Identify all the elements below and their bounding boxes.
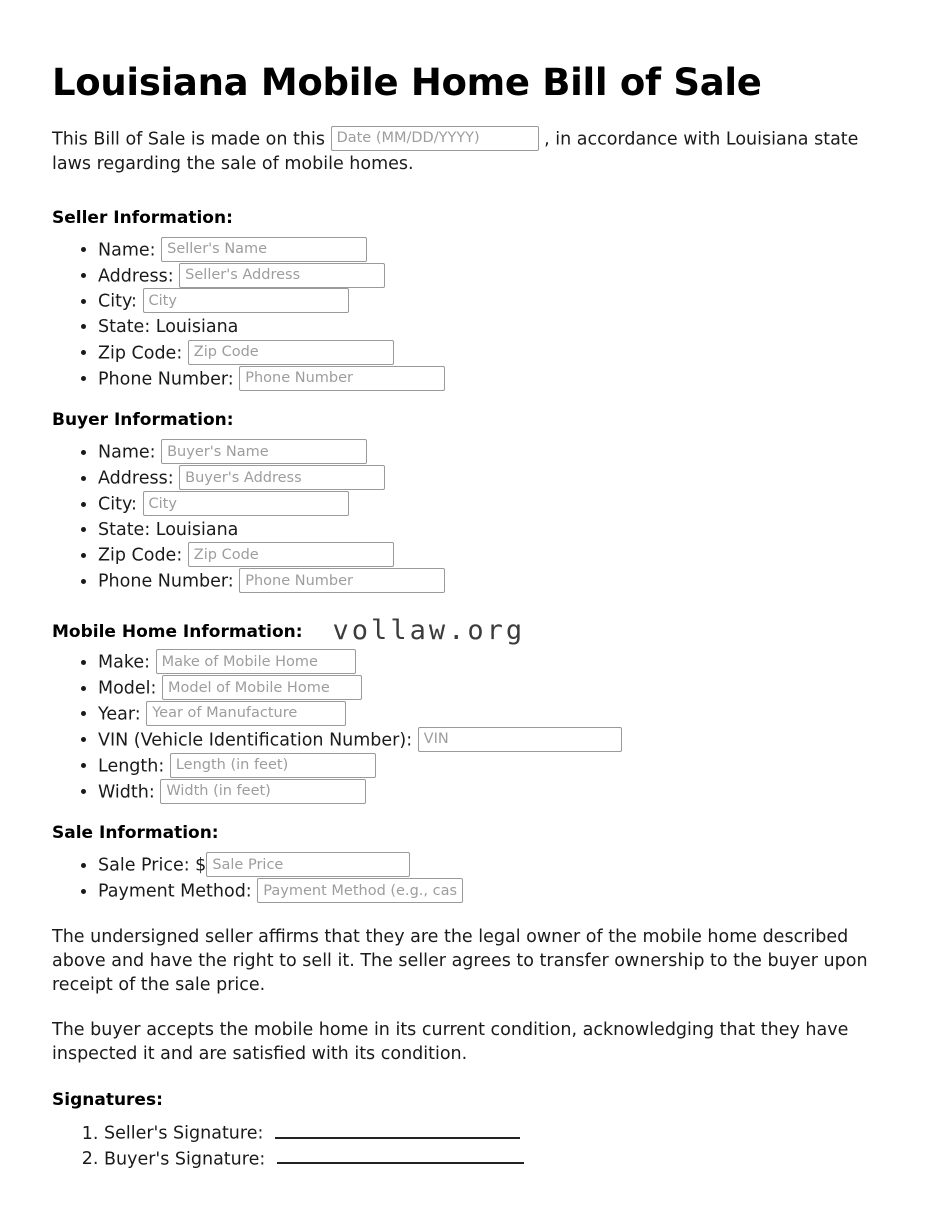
buyer-phone-label: Phone Number: — [98, 571, 234, 592]
sale-section-heading: Sale Information: — [52, 823, 219, 844]
seller-name-input[interactable] — [161, 237, 367, 262]
seller-zip-input[interactable] — [188, 340, 394, 365]
model-label: Model: — [98, 678, 157, 699]
seller-address-label: Address: — [98, 266, 174, 287]
make-label: Make: — [98, 652, 150, 673]
seller-affirmation-paragraph: The undersigned seller affirms that they are the legal owner of the mobile home described above and have the right to sell it. The seller agrees to transfer ownership to the buyer upon receipt of the sale price. — [52, 927, 868, 996]
sale-price-input[interactable] — [206, 852, 410, 877]
payment-method-row — [98, 879, 878, 905]
make-input[interactable] — [156, 649, 356, 674]
width-row — [98, 780, 878, 806]
seller-state-row — [98, 315, 878, 340]
seller-address-input[interactable] — [179, 263, 385, 288]
buyer-phone-input[interactable] — [239, 568, 445, 593]
make-row — [98, 650, 878, 676]
year-input[interactable] — [146, 701, 346, 726]
seller-phone-row — [98, 367, 878, 393]
buyer-city-row — [98, 492, 878, 518]
vin-row — [98, 728, 878, 754]
seller-fields-list — [52, 238, 878, 393]
page-title: Louisiana Mobile Home Bill of Sale — [52, 61, 762, 104]
width-label: Width: — [98, 782, 155, 803]
length-input[interactable] — [170, 753, 376, 778]
buyer-signature-row — [104, 1146, 878, 1172]
sale-fields-list — [52, 853, 878, 905]
intro-text-before: This Bill of Sale is made on this — [52, 129, 325, 150]
buyer-fields-list — [52, 440, 878, 595]
width-input[interactable] — [160, 779, 366, 804]
sale-price-row — [98, 853, 878, 879]
date-input[interactable] — [331, 126, 539, 151]
buyer-zip-label: Zip Code: — [98, 545, 183, 566]
model-input[interactable] — [162, 675, 362, 700]
affirmation-paragraphs — [52, 925, 878, 1066]
buyer-state-row — [98, 518, 878, 543]
vin-label: VIN (Vehicle Identification Number): — [98, 730, 413, 751]
seller-address-row — [98, 264, 878, 290]
buyer-address-row — [98, 466, 878, 492]
seller-name-row — [98, 238, 878, 264]
buyer-signature-label: Buyer's Signature: — [104, 1149, 266, 1170]
seller-phone-label: Phone Number: — [98, 369, 234, 390]
watermark-vollaw: vollaw.org — [332, 615, 526, 647]
signatures-section-heading: Signatures: — [52, 1089, 163, 1110]
buyer-signature-line[interactable] — [277, 1146, 524, 1165]
buyer-address-input[interactable] — [179, 465, 385, 490]
mobile-home-section-heading: Mobile Home Information: — [52, 622, 303, 643]
vin-input[interactable] — [418, 727, 622, 752]
seller-state-value: State: Louisiana — [98, 317, 239, 338]
buyer-name-input[interactable] — [161, 439, 367, 464]
year-row — [98, 702, 878, 728]
buyer-zip-input[interactable] — [188, 542, 394, 567]
model-row — [98, 676, 878, 702]
seller-city-row — [98, 289, 878, 315]
intro-text-after: , in accordance with Louisiana state laws regarding the sale of mobile homes. — [52, 129, 859, 174]
mobile-home-heading-row — [52, 615, 878, 647]
buyer-name-label: Name: — [98, 442, 156, 463]
payment-method-label: Payment Method: — [98, 881, 252, 902]
seller-city-input[interactable] — [143, 288, 349, 313]
seller-name-label: Name: — [98, 240, 156, 261]
seller-zip-label: Zip Code: — [98, 343, 183, 364]
mobile-home-fields-list — [52, 650, 878, 805]
buyer-acceptance-paragraph: The buyer accepts the mobile home in its current condition, acknowledging that they have inspected it and are satisfied with its condition. — [52, 1019, 849, 1064]
payment-method-input[interactable] — [257, 878, 463, 903]
sale-price-label: Sale Price: $ — [98, 855, 207, 876]
seller-phone-input[interactable] — [239, 366, 445, 391]
buyer-section-heading: Buyer Information: — [52, 410, 234, 431]
seller-signature-line[interactable] — [275, 1120, 520, 1139]
buyer-city-input[interactable] — [143, 491, 349, 516]
seller-signature-row — [104, 1120, 878, 1146]
seller-zip-row — [98, 341, 878, 367]
intro-paragraph — [52, 127, 878, 176]
seller-city-label: City: — [98, 291, 137, 312]
buyer-city-label: City: — [98, 494, 137, 515]
year-label: Year: — [98, 704, 141, 725]
buyer-state-value: State: Louisiana — [98, 520, 239, 541]
seller-section-heading: Seller Information: — [52, 207, 233, 228]
length-label: Length: — [98, 756, 165, 777]
seller-signature-label: Seller's Signature: — [104, 1123, 264, 1144]
buyer-zip-row — [98, 543, 878, 569]
signatures-list — [52, 1120, 878, 1171]
buyer-address-label: Address: — [98, 468, 174, 489]
length-row — [98, 754, 878, 780]
buyer-name-row — [98, 440, 878, 466]
buyer-phone-row — [98, 569, 878, 595]
